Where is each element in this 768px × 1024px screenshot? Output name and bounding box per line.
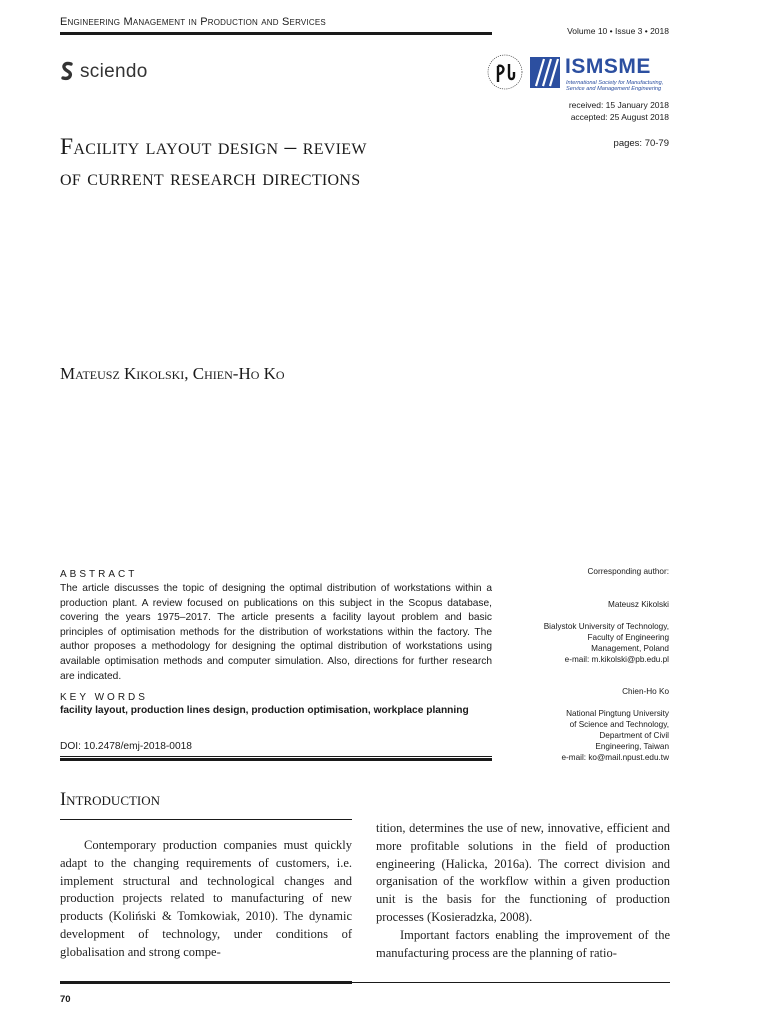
ismsme-subtitle-2: Service and Management Engineering xyxy=(566,86,662,92)
article-dates xyxy=(569,99,669,123)
author1-name: Mateusz Kikolski xyxy=(608,600,669,609)
title-line-2: of current research directions xyxy=(60,165,361,191)
corresponding-author-label: Corresponding author: xyxy=(587,567,669,576)
sciendo-mark-icon xyxy=(60,61,74,83)
author1-email[interactable]: e-mail: m.kikolski@pb.edu.pl xyxy=(564,655,669,664)
body-paragraph: Contemporary production companies must quickly adapt to the changing requirements of customers, i.e. implement structural and technological changes and production projects related to manufacturing of new products (Koliński & Tomkowiak, 2010). The dynamic development of technology, under conditions of globalisation and strong compe- xyxy=(60,838,352,959)
section-rule xyxy=(60,819,352,820)
author2-name: Chien-Ho Ko xyxy=(622,687,669,696)
author2-aff-line: Engineering, Taiwan xyxy=(595,742,669,751)
article-title xyxy=(60,132,480,194)
body-column-left xyxy=(60,837,352,962)
abstract-rule-thick xyxy=(60,758,492,761)
abstract-text: The article discusses the topic of designing the optimal distribution of workstations within a production plant. A review focused on publications on this subject in the Scopus database, covering the years 1975–2017. The article presents a facility layout problem and basic principles of optimisation methods for the distribution of workstations within the factory. The author proposes a methodology for designing the optimal distribution of workstations using available optimisation methods and computer simulation. Also, directions for further research are indicated. xyxy=(60,583,492,682)
author2-affiliation xyxy=(561,708,669,763)
author1-aff-line: Bialystok University of Technology, xyxy=(543,622,669,631)
ismsme-subtitle-1: International Society for Manufacturing, xyxy=(566,80,664,86)
footer-rule-thick xyxy=(60,981,352,984)
footer-rule-thin xyxy=(352,982,670,983)
accepted-date: accepted: 25 August 2018 xyxy=(570,112,669,122)
ismsme-logo-text: ISMSME xyxy=(565,55,651,78)
page-range: pages: 70-79 xyxy=(613,138,669,149)
body-paragraph: Important factors enabling the improvement of the manufacturing process are the planning of ratio- xyxy=(376,927,670,960)
author1-aff-line: Faculty of Engineering xyxy=(587,633,669,642)
author1-aff-line: Management, Poland xyxy=(591,644,669,653)
authors: Mateusz Kikolski, Chien-Ho Ko xyxy=(60,364,285,383)
header-rule xyxy=(60,32,492,35)
abstract-rule-thin xyxy=(60,756,492,757)
doi: DOI: 10.2478/emj-2018-0018 xyxy=(60,741,192,752)
author2-aff-line: National Pingtung University xyxy=(566,709,669,718)
ismsme-logo-icon xyxy=(530,57,560,88)
sciendo-logo xyxy=(60,60,148,84)
page-number: 70 xyxy=(60,994,71,1005)
author2-aff-line: Department of Civil xyxy=(599,731,669,740)
volume-issue: Volume 10 • Issue 3 • 2018 xyxy=(567,26,669,36)
received-date: received: 15 January 2018 xyxy=(568,100,669,110)
body-column-right xyxy=(376,820,670,962)
section-heading-introduction: Introduction xyxy=(60,790,161,810)
body-paragraph: tition, determines the use of new, innovative, efficient and more profitable solutions in the field of production engineering (Halicka, 2016a). The correct division and organisation of the workflow within a given production unit is the basis for the functioning of production processes (Kosieradzka, 2008). xyxy=(376,821,670,924)
title-line-1: Facility layout design – review xyxy=(60,134,367,160)
author2-email[interactable]: e-mail: ko@mail.npust.edu.tw xyxy=(561,753,669,762)
author2-aff-line: of Science and Technology, xyxy=(569,720,669,729)
university-seal-icon xyxy=(488,55,522,89)
keywords-text: facility layout, production lines design, production optimisation, workplace planning xyxy=(60,705,469,716)
sciendo-logo-text: sciendo xyxy=(80,61,148,82)
abstract-heading: ABSTRACT xyxy=(60,569,138,580)
journal-title: Engineering Management in Production and Services xyxy=(60,16,326,28)
author1-affiliation xyxy=(544,621,669,665)
keywords-heading: KEY WORDS xyxy=(60,692,148,703)
